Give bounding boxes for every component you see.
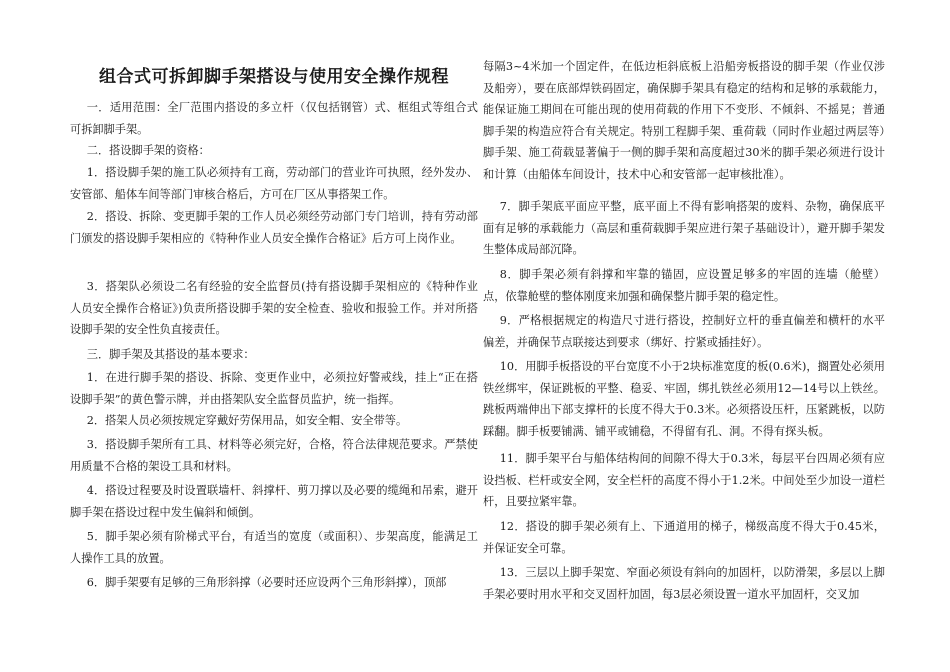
paragraph-item-3-11: 11．脚手架平台与船体结构间的间隙不得大于0.3米，每层平台四周必须有应设挡板、栏杆或安全网，安全栏杆的高度不得小于1.2米。中间处至少加设一道栏杆，且要拉紧牢靠。 — [483, 452, 885, 508]
paragraph-item-3-6-continued: 每隔3~4米加一个固定件，在低边柜斜底板上沿船旁板搭设的脚手架（作业仅涉及船旁），要在底部焊铁码固定，确保脚手架具有稳定的结构和足够的承载能力，能保证施工期间在可能出现的使用荷载的作用下不变形、不倾斜、不摇晃；普通脚手架的构造应符合有关规定。特别工程脚手架、重荷载（同时作业超过两层等）脚手架、施工荷载显著偏于一侧的脚手架和高度超过30米的脚手架必须进行设计和计算（由船体车间设计，技术中心和安管部一起审核批准）。 — [483, 60, 885, 181]
paragraph-item-2-2: 2．搭设、拆除、变更脚手架的工作人员必须经劳动部门专门培训，持有劳动部门颁发的搭设脚手架相应的《特种作业人员安全操作合格证》后方可上岗作业。 — [70, 210, 478, 245]
paragraph-scope: 一．适用范围：全厂范围内搭设的多立杆（仅包括钢管）式、框组式等组合式可拆卸脚手架。 — [70, 101, 478, 136]
paragraph-item-3-10: 10．用脚手板搭设的平台宽度不小于2块标准宽度的板(0.6米)，搁置处必须用铁丝绑牢，保证跳板的平整、稳妥、牢固，绑扎铁丝必须用12—14号以上铁丝。跳板两端伸出下部支撑杆的长度不得大于0.3米。必须搭设压杆，压紧跳板，以防踩翻。脚手板要铺满、铺平或铺稳，不得留有孔、洞。不得有探头板。 — [483, 360, 885, 438]
paragraph-item-3-4: 4．搭设过程要及时设置联墙杆、斜撑杆、剪刀撑以及必要的缆绳和吊索，避开脚手架在搭设过程中发生偏斜和倾倒。 — [70, 484, 478, 519]
paragraph-item-3-2: 2．搭架人员必须按规定穿戴好劳保用品，如安全帽、安全带等。 — [86, 414, 408, 427]
paragraph-item-3-5: 5．脚手架必须有阶梯式平台，有适当的宽度（或面积）、步架高度，能满足工人操作工具的放置。 — [70, 530, 478, 565]
paragraph-item-3-9: 9．严格根据规定的构造尺寸进行搭设，控制好立杆的垂直偏差和横杆的水平偏差，并确保节点联接达到要求（绑好、拧紧或插挂好）。 — [483, 314, 885, 349]
paragraph-item-3-13: 13．三层以上脚手架宽、窄面必须设有斜向的加固杆，以防滑架，多层以上脚手架必要时用水平和交叉固杆加固，每3层必须设置一道水平加固杆，交叉加 — [483, 566, 885, 601]
paragraph-item-2-1: 1．搭设脚手架的施工队必须持有工商，劳动部门的营业许可执照，经外发办、安管部、船体车间等部门审核合格后，方可在厂区从事搭架工作。 — [70, 166, 478, 201]
paragraph-heading-qualification: 二．搭设脚手架的资格： — [86, 144, 210, 157]
paragraph-item-3-1: 1．在进行脚手架的搭设、拆除、变更作业中，必须拉好警戒线，挂上“正在搭设脚手架”的黄色警示牌，并由搭架队安全监督员监护，统一指挥。 — [70, 371, 478, 406]
paragraph-item-3-7: 7．脚手架底平面应平整，底平面上不得有影响搭架的废料、杂物，确保底平面有足够的承载能力（高层和重荷载脚手架应进行架子基础设计），避开脚手架发生整体成局部沉降。 — [483, 200, 885, 256]
paragraph-item-3-6: 6．脚手架要有足够的三角形斜撑（必要时还应设两个三角形斜撑），顶部 — [86, 576, 447, 589]
paragraph-item-2-3: 3．搭架队必须设二名有经验的安全监督员(持有搭设脚手架相应的《特种作业人员安全操作合格证》)负责所搭设脚手架的安全检查、验收和报验工作。并对所搭设脚手架的安全性负直接责任。 — [70, 280, 478, 336]
paragraph-heading-requirements: 三．脚手架及其搭设的基本要求： — [86, 348, 255, 361]
paragraph-item-3-8: 8．脚手架必须有斜撑和牢靠的锚固，应设置足够多的牢固的连墙（舱壁）点，依靠舱壁的整体刚度来加强和确保整片脚手架的稳定性。 — [483, 268, 885, 303]
document-title: 组合式可拆卸脚手架搭设与使用安全操作规程 — [99, 67, 449, 87]
paragraph-item-3-3: 3．搭设脚手架所有工具、材料等必须完好，合格，符合法律规范要求。严禁使用质量不合格的架设工具和材料。 — [70, 438, 478, 473]
paragraph-item-3-12: 12．搭设的脚手架必须有上、下通道用的梯子，梯级高度不得大于0.45米，并保证安全可靠。 — [483, 520, 885, 555]
